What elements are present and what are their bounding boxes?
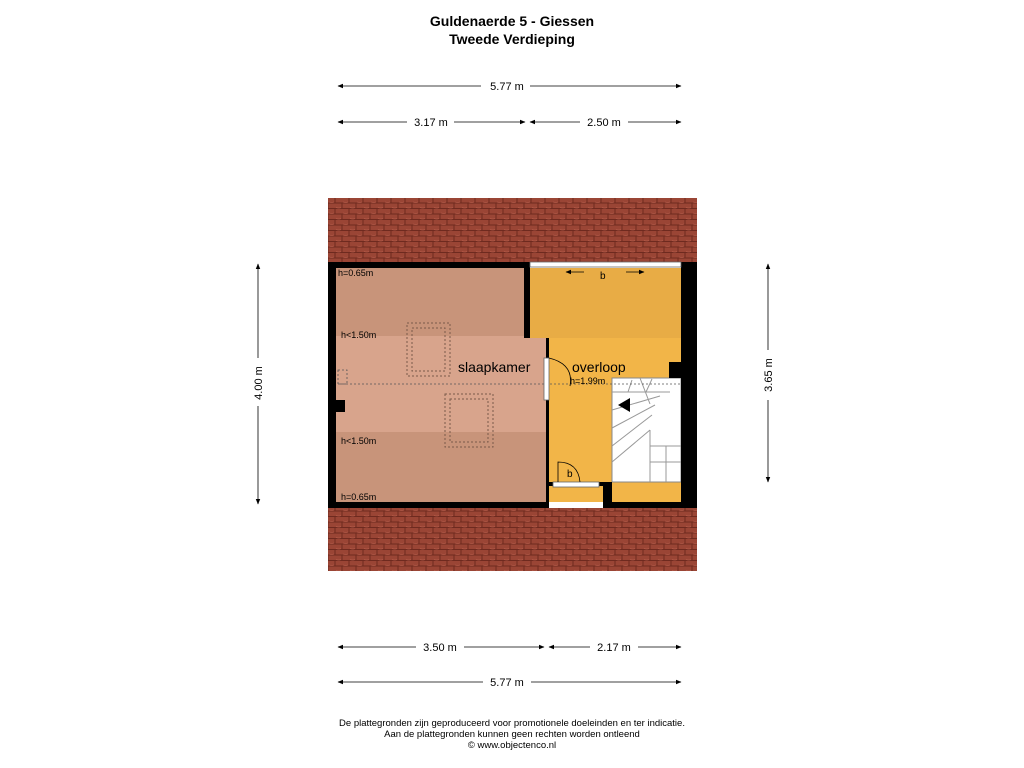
bedroom-door-frame bbox=[544, 358, 549, 400]
plan-title: Guldenaerde 5 - Giessen bbox=[429, 13, 595, 29]
dimension-bottom-right bbox=[549, 642, 681, 654]
height-label-upper: h<1.50m bbox=[341, 330, 377, 340]
dimension-left bbox=[253, 264, 265, 504]
svg-text:3.17 m: 3.17 m bbox=[414, 117, 448, 129]
svg-text:2.50 m: 2.50 m bbox=[587, 117, 621, 129]
svg-text:2.17 m: 2.17 m bbox=[597, 642, 631, 654]
dimension-top-right bbox=[530, 117, 681, 129]
roof-tiles-bottom bbox=[328, 508, 697, 571]
dimension-right bbox=[763, 264, 775, 482]
svg-text:5.77 m: 5.77 m bbox=[490, 81, 524, 93]
copyright-link[interactable]: © www.objectenco.nl bbox=[467, 740, 557, 751]
top-window bbox=[530, 262, 681, 267]
svg-text:3.65 m: 3.65 m bbox=[763, 358, 775, 392]
dimension-bottom-left bbox=[338, 642, 544, 654]
cupboard-label-bottom: b bbox=[567, 469, 573, 480]
disclaimer-line1: De plattegronden zijn geproduceerd voor promotionele doeleinden en ter indicatie. bbox=[339, 718, 685, 729]
bedroom-floor bbox=[336, 268, 546, 502]
cupboard-label-top: b bbox=[600, 271, 606, 282]
roof-tiles-top bbox=[328, 198, 697, 262]
landing-label: overloop bbox=[572, 359, 626, 375]
dimension-top-left bbox=[338, 117, 525, 129]
height-label-lower: h<1.50m bbox=[341, 436, 377, 446]
landing-floor bbox=[530, 268, 681, 502]
landing-height-label: h=1.99m bbox=[570, 376, 606, 386]
svg-text:3.50 m: 3.50 m bbox=[423, 642, 457, 654]
height-label-top: h=0.65m bbox=[338, 268, 374, 278]
svg-text:4.00 m: 4.00 m bbox=[253, 366, 265, 400]
floor-subtitle: Tweede Verdieping bbox=[449, 31, 575, 47]
dimension-top-total bbox=[338, 81, 681, 93]
bedroom-label: slaapkamer bbox=[458, 359, 531, 375]
disclaimer-line2: Aan de plattegronden kunnen geen rechten worden ontleend bbox=[384, 729, 640, 740]
bottom-window bbox=[553, 482, 599, 487]
height-label-bottom: h=0.65m bbox=[341, 492, 377, 502]
svg-text:5.77 m: 5.77 m bbox=[490, 677, 524, 689]
dimension-bottom-total bbox=[338, 677, 681, 689]
